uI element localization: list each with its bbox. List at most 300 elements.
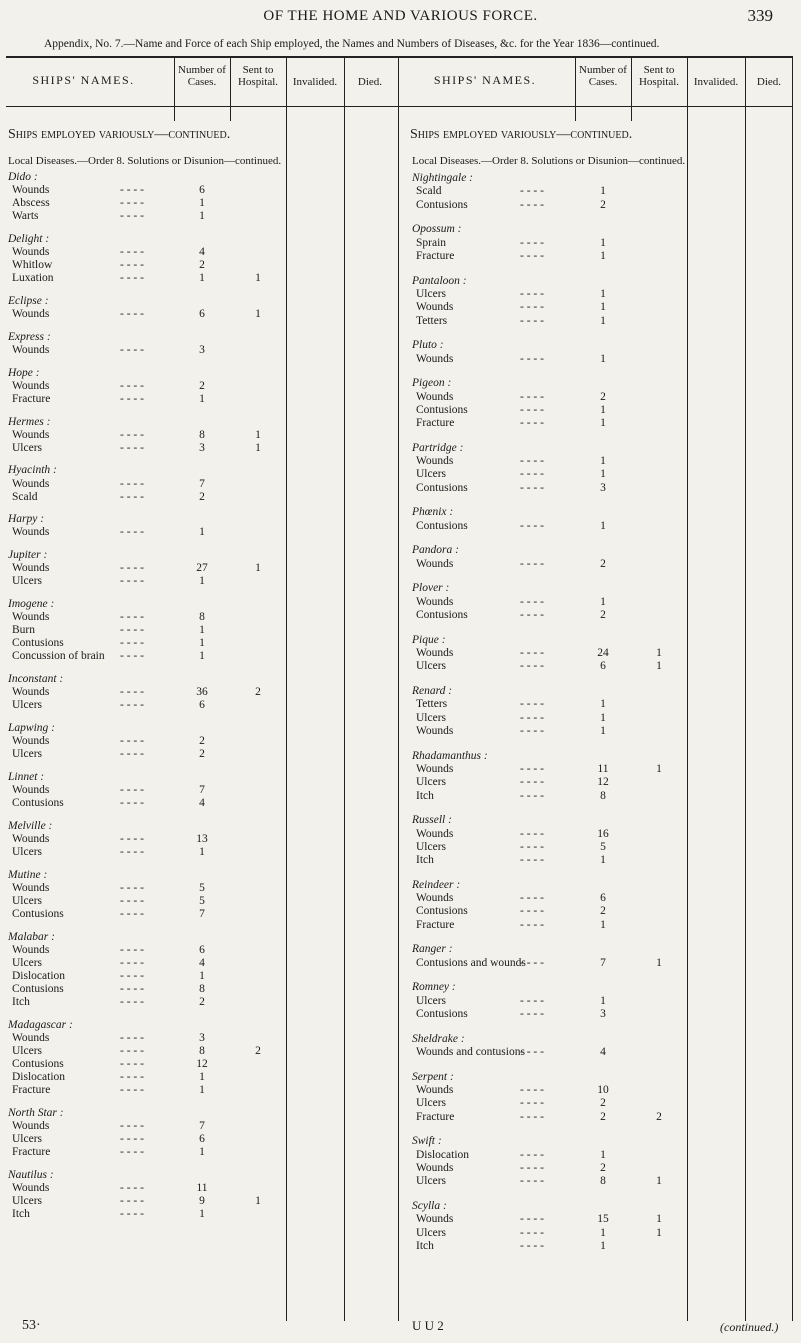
leader-dashes: - - - -	[520, 1175, 544, 1188]
disease-name: Contusions	[416, 519, 468, 532]
disease-name: Dislocation	[12, 970, 66, 982]
leader-dashes: - - - -	[520, 789, 544, 802]
case-count: 12	[196, 1058, 208, 1071]
ship-name: Inconstant :	[8, 673, 64, 686]
ship-name: Melville :	[8, 819, 53, 832]
ship-name: Sheldrake :	[412, 1032, 465, 1045]
ship-name: Jupiter :	[8, 549, 48, 562]
disease-name: Fracture	[416, 918, 455, 931]
case-count: 8	[600, 789, 606, 802]
page-header	[0, 0, 801, 32]
case-count: 11	[597, 762, 609, 775]
col-invalided-right: Invalided.	[693, 76, 739, 88]
invalided-count: 1	[656, 647, 662, 659]
disease-name: Wounds	[12, 477, 50, 490]
case-count: 1	[199, 1208, 205, 1221]
case-count: 2	[199, 996, 205, 1009]
disease-name: Itch	[12, 1208, 30, 1221]
leader-dashes: - - - -	[520, 1161, 544, 1174]
case-count: 1	[600, 1239, 606, 1252]
case-count: 5	[199, 894, 205, 907]
invalided-count: 2	[255, 1045, 261, 1058]
leader-dashes: - - - -	[520, 1239, 544, 1252]
disease-name: Ulcers	[416, 840, 447, 853]
case-count: 1	[600, 854, 606, 867]
case-count: 27	[196, 562, 208, 575]
leader-dashes: - - - -	[120, 983, 144, 996]
ship-name: Pique :	[412, 633, 446, 646]
leader-dashes: - - - -	[120, 526, 144, 539]
disease-name: Ulcers	[416, 711, 447, 724]
leader-dashes: - - - -	[120, 197, 144, 210]
case-count: 2	[600, 557, 606, 570]
leader-dashes: - - - -	[120, 259, 144, 272]
leader-dashes: - - - -	[120, 686, 144, 699]
col-ships-names-left: SHIPS' NAMES.	[32, 73, 135, 87]
disease-name: Wounds	[416, 557, 454, 570]
disease-name: Contusions	[12, 983, 64, 996]
ship-name: Russell :	[412, 814, 452, 827]
leader-dashes: - - - -	[520, 314, 544, 327]
leader-dashes: - - - -	[520, 1008, 544, 1020]
case-count: 1	[600, 287, 606, 300]
disease-name: Tetters	[416, 314, 448, 327]
case-count: 8	[199, 983, 205, 996]
leader-dashes: - - - -	[120, 343, 144, 356]
leader-dashes: - - - -	[120, 1045, 144, 1058]
disease-name: Fracture	[416, 417, 455, 430]
invalided-count: 2	[656, 1110, 662, 1123]
col-died-left: Died.	[357, 76, 383, 88]
disease-name: Wounds	[416, 892, 454, 905]
leader-dashes: - - - -	[120, 1133, 144, 1146]
ship-name: Swift :	[412, 1135, 442, 1148]
disease-name: Wounds	[416, 595, 454, 608]
case-count: 2	[600, 1097, 606, 1110]
col-cases-right: Number of Cases.	[579, 64, 627, 88]
leader-dashes: - - - -	[520, 994, 544, 1007]
disease-name: Wounds	[416, 827, 454, 840]
ship-name: Romney :	[412, 981, 456, 994]
signature-mark: U U 2	[412, 1318, 444, 1333]
leader-dashes: - - - -	[120, 846, 144, 858]
case-count: 1	[199, 526, 205, 539]
disease-name: Contusions	[12, 908, 64, 920]
disease-name: Itch	[416, 1239, 434, 1252]
disease-name: Wounds	[416, 762, 454, 775]
leader-dashes: - - - -	[120, 428, 144, 441]
disease-name: Luxation	[12, 272, 54, 285]
disease-name: Contusions	[12, 1058, 64, 1071]
leader-dashes: - - - -	[520, 918, 544, 931]
leader-dashes: - - - -	[120, 308, 144, 321]
case-count: 1	[600, 403, 606, 416]
disease-name: Wounds	[416, 647, 454, 659]
table-caption: Appendix, No. 7.—Name and Force of each Ship employed, the Names and Numbers of Diseases, &c. for the Year 1836—continued.	[44, 38, 660, 50]
disease-name: Ulcers	[12, 956, 43, 969]
leader-dashes: - - - -	[120, 996, 144, 1009]
leader-dashes: - - - -	[120, 797, 144, 810]
disease-name: Wounds	[12, 1032, 50, 1044]
vrule	[575, 56, 576, 121]
leader-dashes: - - - -	[120, 943, 144, 956]
disease-name: Contusions	[12, 637, 64, 650]
case-count: 11	[196, 1182, 208, 1195]
section-title-left: Ships employed variously—continued.	[8, 127, 231, 142]
case-count: 1	[199, 575, 205, 588]
case-count: 3	[600, 481, 606, 494]
vrule	[631, 56, 632, 121]
leader-dashes: - - - -	[520, 287, 544, 300]
sheet-mark: 53·	[22, 1318, 41, 1333]
disease-name: Contusions	[416, 403, 468, 416]
leader-dashes: - - - -	[120, 637, 144, 650]
case-count: 12	[597, 776, 609, 789]
leader-dashes: - - - -	[520, 1213, 544, 1226]
invalided-count: 1	[656, 762, 662, 775]
leader-dashes: - - - -	[120, 246, 144, 259]
disease-name: Wounds	[12, 943, 50, 956]
leader-dashes: - - - -	[120, 748, 144, 761]
case-count: 3	[199, 441, 205, 454]
vrule	[174, 56, 175, 121]
vrule	[344, 56, 345, 1321]
case-count: 3	[199, 343, 205, 356]
leader-dashes: - - - -	[520, 481, 544, 494]
invalided-count: 1	[656, 660, 662, 673]
running-title: OF THE HOME AND VARIOUS FORCE.	[263, 8, 538, 24]
case-count: 2	[199, 748, 205, 761]
leader-dashes: - - - -	[120, 379, 144, 392]
case-count: 1	[199, 970, 205, 982]
leader-dashes: - - - -	[120, 1032, 144, 1044]
leader-dashes: - - - -	[120, 908, 144, 920]
leader-dashes: - - - -	[120, 956, 144, 969]
case-count: 1	[600, 301, 606, 314]
case-count: 1	[600, 595, 606, 608]
case-count: 5	[600, 840, 606, 853]
disease-name: Ulcers	[12, 441, 43, 454]
disease-name: Wounds	[12, 184, 50, 197]
leader-dashes: - - - -	[120, 1120, 144, 1133]
case-count: 7	[600, 956, 606, 969]
case-count: 2	[600, 198, 606, 211]
invalided-count: 1	[255, 428, 261, 441]
case-count: 1	[600, 352, 606, 365]
ship-name: Nautilus :	[8, 1169, 54, 1182]
disease-name: Wounds	[416, 455, 454, 468]
case-count: 7	[199, 784, 205, 796]
ship-name: Opossum :	[412, 223, 462, 236]
disease-name: Ulcers	[12, 1133, 43, 1146]
leader-dashes: - - - -	[120, 562, 144, 575]
leader-dashes: - - - -	[520, 198, 544, 211]
invalided-count: 1	[255, 441, 261, 454]
disease-name: Whitlow	[12, 259, 53, 272]
leader-dashes: - - - -	[120, 490, 144, 503]
case-count: 2	[199, 259, 205, 272]
leader-dashes: - - - -	[120, 699, 144, 712]
ship-name: Reindeer :	[412, 878, 461, 891]
ship-name: Hyacinth :	[8, 464, 57, 477]
case-count: 5	[199, 881, 205, 894]
case-count: 8	[199, 611, 205, 624]
leader-dashes: - - - -	[120, 392, 144, 405]
leader-dashes: - - - -	[520, 236, 544, 249]
disease-name: Itch	[416, 789, 434, 802]
disease-name: Wounds	[12, 343, 50, 356]
case-count: 6	[199, 943, 205, 956]
disease-name: Ulcers	[12, 699, 43, 712]
case-count: 7	[199, 1120, 205, 1133]
vrule	[230, 56, 231, 121]
ship-name: Partridge :	[412, 441, 464, 454]
case-count: 6	[199, 308, 205, 321]
leader-dashes: - - - -	[520, 1148, 544, 1161]
disease-name: Ulcers	[12, 1045, 43, 1058]
ship-name: Pandora :	[412, 544, 459, 557]
case-count: 8	[199, 1045, 205, 1058]
ship-name: Scylla :	[412, 1199, 447, 1212]
case-count: 6	[600, 660, 606, 673]
disease-name: Ulcers	[12, 846, 43, 858]
case-count: 2	[199, 379, 205, 392]
leader-dashes: - - - -	[120, 1208, 144, 1221]
ship-name: Pigeon :	[412, 377, 452, 390]
disease-name: Contusions and wounds	[416, 956, 526, 969]
col-hospital-right: Sent to Hospital.	[638, 64, 680, 88]
invalided-count: 2	[255, 686, 261, 699]
leader-dashes: - - - -	[520, 519, 544, 532]
leader-dashes: - - - -	[120, 272, 144, 285]
disease-name: Wounds	[12, 784, 50, 796]
case-count: 1	[600, 236, 606, 249]
leader-dashes: - - - -	[120, 970, 144, 982]
case-count: 36	[196, 686, 208, 699]
leader-dashes: - - - -	[520, 840, 544, 853]
leader-dashes: - - - -	[520, 595, 544, 608]
leader-dashes: - - - -	[520, 854, 544, 867]
case-count: 4	[199, 797, 205, 810]
ship-name: Delight :	[8, 233, 50, 245]
invalided-count: 1	[255, 562, 261, 575]
disease-name: Contusions	[416, 1008, 468, 1020]
disease-name: Fracture	[12, 392, 51, 405]
disease-name: Ulcers	[12, 1195, 43, 1208]
ship-name: Express :	[8, 330, 51, 343]
case-count: 16	[597, 827, 609, 840]
disease-name: Wounds	[416, 1161, 454, 1174]
case-count: 1	[199, 624, 205, 637]
ship-name: Dido :	[8, 171, 38, 183]
case-count: 1	[600, 468, 606, 481]
col-hospital-left: Sent to Hospital.	[237, 64, 279, 88]
leader-dashes: - - - -	[520, 249, 544, 262]
case-count: 2	[199, 735, 205, 748]
case-count: 15	[597, 1213, 609, 1226]
disease-name: Wounds	[416, 724, 454, 737]
leader-dashes: - - - -	[120, 611, 144, 624]
case-count: 1	[600, 519, 606, 532]
disease-name: Dislocation	[12, 1071, 66, 1084]
disease-name: Ulcers	[12, 894, 43, 907]
case-count: 6	[199, 1133, 205, 1146]
subtitle-left: Local Diseases.—Order 8. Solutions or Disunion—continued.	[8, 155, 282, 167]
disease-name: Ulcers	[416, 468, 447, 481]
ship-name: Hermes :	[8, 415, 51, 428]
leader-dashes: - - - -	[120, 832, 144, 845]
leader-dashes: - - - -	[520, 557, 544, 570]
leader-dashes: - - - -	[520, 1046, 544, 1058]
case-count: 1	[199, 392, 205, 405]
case-count: 2	[600, 1110, 606, 1123]
case-count: 1	[199, 846, 205, 858]
disease-name: Contusions	[416, 609, 468, 621]
case-count: 4	[600, 1046, 606, 1058]
case-count: 1	[199, 1071, 205, 1084]
leader-dashes: - - - -	[120, 210, 144, 223]
invalided-count: 1	[656, 956, 662, 969]
disease-name: Wounds	[12, 246, 50, 259]
leader-dashes: - - - -	[120, 575, 144, 588]
leader-dashes: - - - -	[120, 1195, 144, 1208]
disease-name: Fracture	[12, 1084, 51, 1097]
case-count: 1	[199, 210, 205, 223]
leader-dashes: - - - -	[120, 624, 144, 637]
disease-name: Wounds	[12, 1182, 50, 1195]
disease-name: Itch	[416, 854, 434, 867]
leader-dashes: - - - -	[520, 762, 544, 775]
ship-name: Imogene :	[8, 598, 55, 610]
ship-name: Malabar :	[8, 930, 55, 943]
leader-dashes: - - - -	[120, 1058, 144, 1071]
disease-name: Wounds	[12, 562, 50, 575]
leader-dashes: - - - -	[120, 1146, 144, 1159]
case-count: 2	[600, 390, 606, 403]
case-count: 1	[600, 711, 606, 724]
leader-dashes: - - - -	[520, 455, 544, 468]
ship-name: Pantaloon :	[412, 274, 467, 287]
case-count: 1	[199, 1084, 205, 1097]
ship-name: Nightingale :	[412, 172, 474, 184]
leader-dashes: - - - -	[520, 1084, 544, 1096]
case-count: 2	[600, 905, 606, 918]
disease-name: Ulcers	[12, 575, 43, 588]
leader-dashes: - - - -	[520, 892, 544, 905]
disease-name: Scald	[416, 185, 442, 198]
case-count: 8	[199, 428, 205, 441]
section-title-right: Ships employed variously—continued.	[410, 127, 633, 142]
disease-name: Ulcers	[416, 287, 447, 300]
disease-name: Scald	[12, 490, 38, 503]
leader-dashes: - - - -	[120, 1071, 144, 1084]
disease-name: Wounds	[416, 352, 454, 365]
disease-name: Ulcers	[416, 994, 447, 1007]
case-count: 10	[597, 1084, 609, 1096]
case-count: 1	[600, 724, 606, 737]
vrule	[286, 56, 287, 1321]
center-divider	[398, 56, 399, 1321]
continued-note: (continued.)	[720, 1320, 779, 1334]
leader-dashes: - - - -	[120, 477, 144, 490]
disease-name: Dislocation	[416, 1148, 470, 1161]
disease-name: Tetters	[416, 698, 448, 711]
invalided-count: 1	[656, 1213, 662, 1226]
vrule	[687, 56, 688, 1321]
case-count: 6	[199, 699, 205, 712]
case-count: 2	[600, 609, 606, 621]
leader-dashes: - - - -	[120, 735, 144, 748]
disease-name: Abscess	[12, 197, 50, 210]
case-count: 4	[199, 956, 205, 969]
case-count: 6	[600, 892, 606, 905]
disease-name: Fracture	[12, 1146, 51, 1159]
case-count: 2	[199, 490, 205, 503]
case-count: 1	[199, 197, 205, 210]
disease-name: Wounds	[12, 881, 50, 894]
case-count: 1	[600, 417, 606, 430]
case-count: 1	[600, 455, 606, 468]
case-count: 1	[600, 185, 606, 198]
disease-name: Wounds	[416, 301, 454, 314]
disease-name: Burn	[12, 624, 35, 637]
leader-dashes: - - - -	[520, 403, 544, 416]
disease-name: Contusions	[416, 481, 468, 494]
disease-name: Wounds	[12, 735, 50, 748]
case-count: 4	[199, 246, 205, 259]
case-count: 7	[199, 477, 205, 490]
ship-name: Lapwing :	[8, 722, 55, 734]
col-invalided-left: Invalided.	[292, 76, 338, 88]
subtitle-right: Local Diseases.—Order 8. Solutions or Disunion—continued.	[412, 155, 686, 167]
disease-name: Wounds	[12, 611, 50, 624]
case-count: 1	[199, 637, 205, 650]
disease-name: Concussion of brain	[12, 650, 105, 663]
leader-dashes: - - - -	[520, 698, 544, 711]
case-count: 1	[600, 918, 606, 931]
leader-dashes: - - - -	[120, 894, 144, 907]
vrule	[792, 56, 793, 1321]
disease-name: Fracture	[416, 1110, 455, 1123]
case-count: 1	[199, 272, 205, 285]
disease-name: Wounds	[12, 379, 50, 392]
leader-dashes: - - - -	[120, 784, 144, 796]
ship-name: Mutine :	[8, 868, 48, 881]
disease-name: Ulcers	[416, 1097, 447, 1110]
disease-name: Wounds	[416, 1213, 454, 1226]
leader-dashes: - - - -	[120, 881, 144, 894]
leader-dashes: - - - -	[520, 468, 544, 481]
disease-name: Wounds	[12, 308, 50, 321]
disease-name: Wounds	[12, 428, 50, 441]
disease-name: Ulcers	[12, 748, 43, 761]
disease-name: Wounds and contusions	[416, 1046, 525, 1058]
leader-dashes: - - - -	[520, 390, 544, 403]
case-count: 3	[600, 1008, 606, 1020]
case-count: 1	[600, 1148, 606, 1161]
case-count: 2	[600, 1161, 606, 1174]
case-count: 6	[199, 184, 205, 197]
ship-name: Linnet :	[8, 770, 45, 783]
page-number: 339	[747, 6, 773, 25]
disease-name: Wounds	[12, 1120, 50, 1133]
invalided-count: 1	[255, 272, 261, 285]
leader-dashes: - - - -	[520, 776, 544, 789]
case-count: 1	[600, 1226, 606, 1239]
ship-name: Rhadamanthus :	[412, 749, 488, 762]
leader-dashes: - - - -	[520, 905, 544, 918]
ship-name: Pluto :	[412, 339, 444, 352]
